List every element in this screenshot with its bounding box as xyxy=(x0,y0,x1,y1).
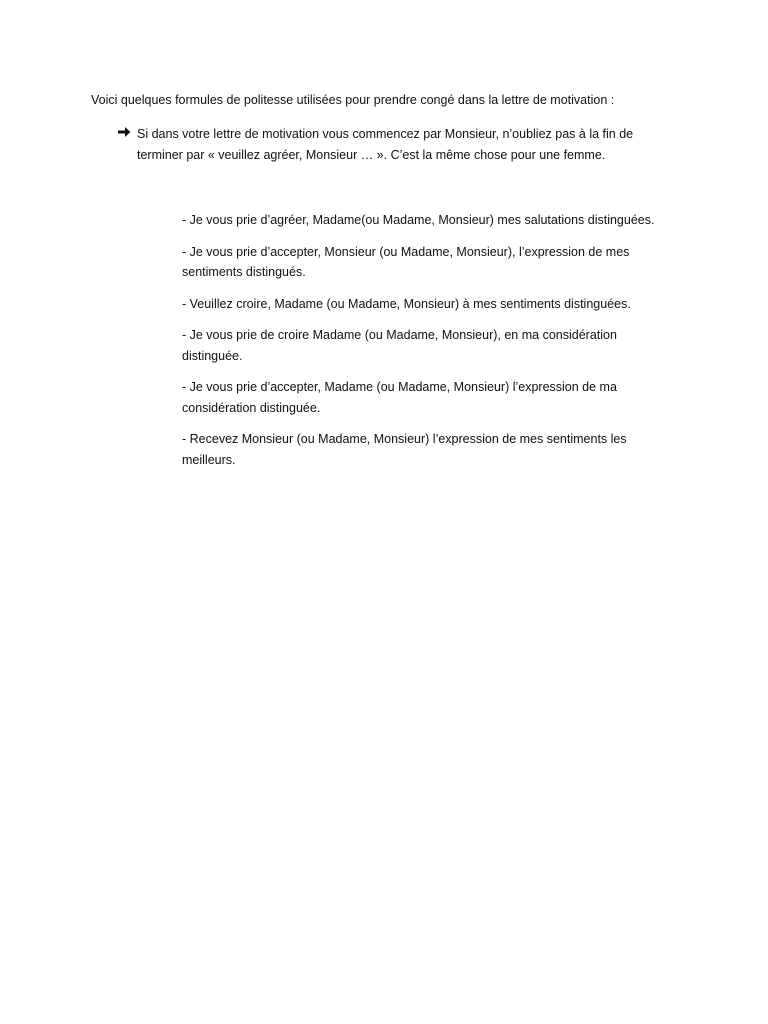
formula-item: - Veuillez croire, Madame (ou Madame, Monsieur) à mes sentiments distinguées. xyxy=(182,296,631,311)
formula-item: - Je vous prie d’agréer, Madame(ou Madame, Monsieur) mes salutations distinguées. xyxy=(182,213,655,227)
formula-item: - Je vous prie d’accepter, Monsieur (ou Madame, Monsieur), l’expression de mes sentiments distingués. xyxy=(182,244,630,279)
formula-item: - Recevez Monsieur (ou Madame, Monsieur) l’expression de mes sentiments les meilleurs. xyxy=(182,432,627,467)
arrow-right-icon xyxy=(116,124,132,140)
formula-item: - Je vous prie d’accepter, Madame (ou Madame, Monsieur) l’expression de ma considération distinguée. xyxy=(182,380,617,415)
intro-paragraph: Voici quelques formules de politesse utilisées pour prendre congé dans la lettre de motivation : xyxy=(91,93,615,107)
formula-item: - Je vous prie de croire Madame (ou Madame, Monsieur), en ma considération distinguée. xyxy=(182,328,617,363)
formula-list xyxy=(182,210,662,481)
tip-text: Si dans votre lettre de motivation vous commencez par Monsieur, n’oubliez pas à la fin de terminer par « veuillez agréer, Monsieur … ». C’est la même chose pour une femme. xyxy=(137,127,634,162)
